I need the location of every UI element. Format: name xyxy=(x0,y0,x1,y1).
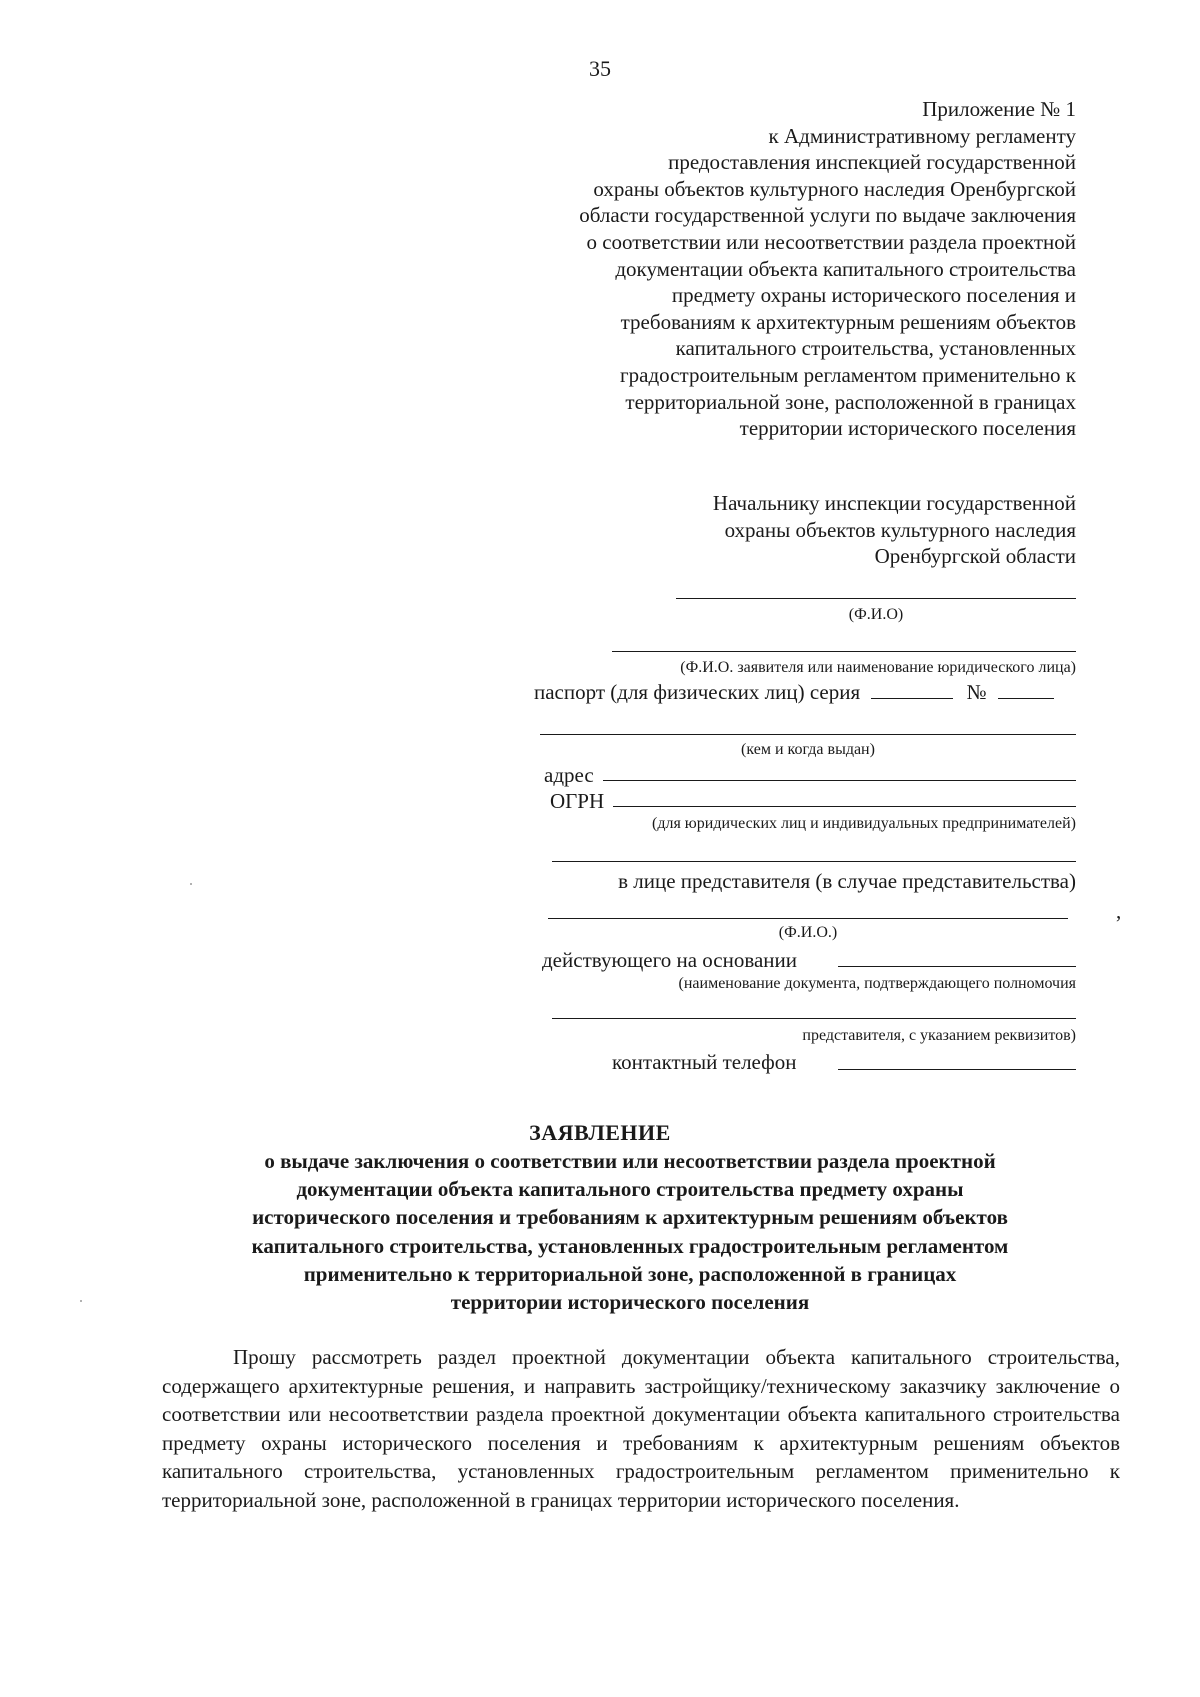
scan-speck xyxy=(80,1300,82,1302)
appendix-line: градостроительным регламентом применительно к xyxy=(620,362,1076,387)
address-label: адрес xyxy=(544,763,594,787)
representative-fio-caption: (Ф.И.О.) xyxy=(778,924,838,941)
appendix-line: требованиям к архитектурным решениям объектов xyxy=(620,309,1076,334)
appendix-line: документации объекта капитального строительства xyxy=(615,256,1076,281)
subtitle-line: применительно к территориальной зоне, расположенной в границах xyxy=(303,1261,957,1286)
addressee-line: охраны объектов культурного наследия xyxy=(724,517,1076,542)
representative-extra-field[interactable] xyxy=(552,861,1076,862)
appendix-line: капитального строительства, установленных xyxy=(675,336,1076,361)
issued-by-caption: (кем и когда выдан) xyxy=(741,741,875,758)
ogrn-field[interactable] xyxy=(613,806,1076,807)
passport-row xyxy=(534,679,1054,705)
appendix-line: Приложение № 1 xyxy=(922,97,1076,121)
applicant-caption: (Ф.И.О. заявителя или наименование юридического лица) xyxy=(680,659,1076,676)
issued-by-field[interactable] xyxy=(540,734,1076,735)
head-fio-field[interactable] xyxy=(676,598,1076,599)
addressee-block xyxy=(713,490,1076,570)
subtitle-line: капитального строительства, установленных градостроительным регламентом xyxy=(251,1233,1009,1258)
passport-label: паспорт (для физических лиц) серия xyxy=(534,680,861,704)
basis-caption-1: (наименование документа, подтверждающего полномочия xyxy=(678,975,1076,992)
basis-caption-2: представителя, с указанием реквизитов) xyxy=(802,1027,1076,1044)
ogrn-label: ОГРН xyxy=(550,789,605,813)
appendix-line: территориальной зоне, расположенной в границах xyxy=(625,389,1076,414)
passport-number-field[interactable] xyxy=(998,680,1054,699)
subtitle-line: о выдаче заключения о соответствии или несоответствии раздела проектной xyxy=(264,1149,996,1173)
phone-label: контактный телефон xyxy=(612,1050,797,1074)
subtitle-line: исторического поселения и требованиям к архитектурным решениям объектов xyxy=(252,1205,1008,1230)
document-title: ЗАЯВЛЕНИЕ xyxy=(529,1120,671,1145)
address-field[interactable] xyxy=(603,780,1076,781)
body-paragraph: Прошу рассмотреть раздел проектной документации объекта капитального строительства, содержащего архитектурные решения, и направить застройщику/техническому заказчику заключение о соответствии или несоответствии раздела проектной документации объекта капитального строительства предмету охраны исторического поселения и требованиям к архитектурным решениям объектов капитального строительства, установленных градостроительным регламентом применительно к территориальной зоне, расположенной в границах территории исторического поселения. xyxy=(162,1345,1120,1512)
representative-label: в лице представителя (в случае представительства) xyxy=(618,869,1076,893)
phone-field[interactable] xyxy=(838,1069,1076,1070)
ogrn-caption: (для юридических лиц и индивидуальных предпринимателей) xyxy=(651,815,1076,832)
head-fio-caption: (Ф.И.О) xyxy=(848,606,904,623)
document-subtitle xyxy=(150,1147,1110,1316)
appendix-line: предмету охраны исторического поселения и xyxy=(671,283,1076,308)
subtitle-line: территории исторического поселения xyxy=(450,1290,810,1315)
representative-fio-field[interactable] xyxy=(548,918,1068,919)
appendix-line: территории исторического поселения xyxy=(739,416,1076,441)
representative-comma: , xyxy=(1116,899,1122,923)
ogrn-row xyxy=(550,788,604,814)
appendix-header xyxy=(579,96,1076,442)
page-number: 35 xyxy=(589,56,611,81)
basis-row xyxy=(542,947,797,973)
appendix-line: охраны объектов культурного наследия Оренбургской xyxy=(593,176,1076,201)
address-row xyxy=(544,762,594,788)
basis-extra-field[interactable] xyxy=(552,1018,1076,1019)
appendix-line: области государственной услуги по выдаче заключения xyxy=(579,203,1076,228)
scan-speck xyxy=(190,883,192,885)
passport-series-field[interactable] xyxy=(871,680,953,699)
subtitle-line: документации объекта капитального строительства предмету охраны xyxy=(296,1177,964,1202)
phone-row xyxy=(612,1049,796,1075)
passport-number-label: № xyxy=(966,680,987,704)
appendix-line: предоставления инспекцией государственной xyxy=(668,150,1076,175)
basis-label: действующего на основании xyxy=(542,948,798,972)
appendix-line: о соответствии или несоответствии раздела проектной xyxy=(586,229,1076,254)
addressee-line: Начальнику инспекции государственной xyxy=(712,491,1076,515)
appendix-line: к Административному регламенту xyxy=(768,123,1076,148)
basis-field[interactable] xyxy=(838,966,1076,967)
addressee-line: Оренбургской области xyxy=(874,544,1076,569)
applicant-name-field[interactable] xyxy=(612,651,1076,652)
